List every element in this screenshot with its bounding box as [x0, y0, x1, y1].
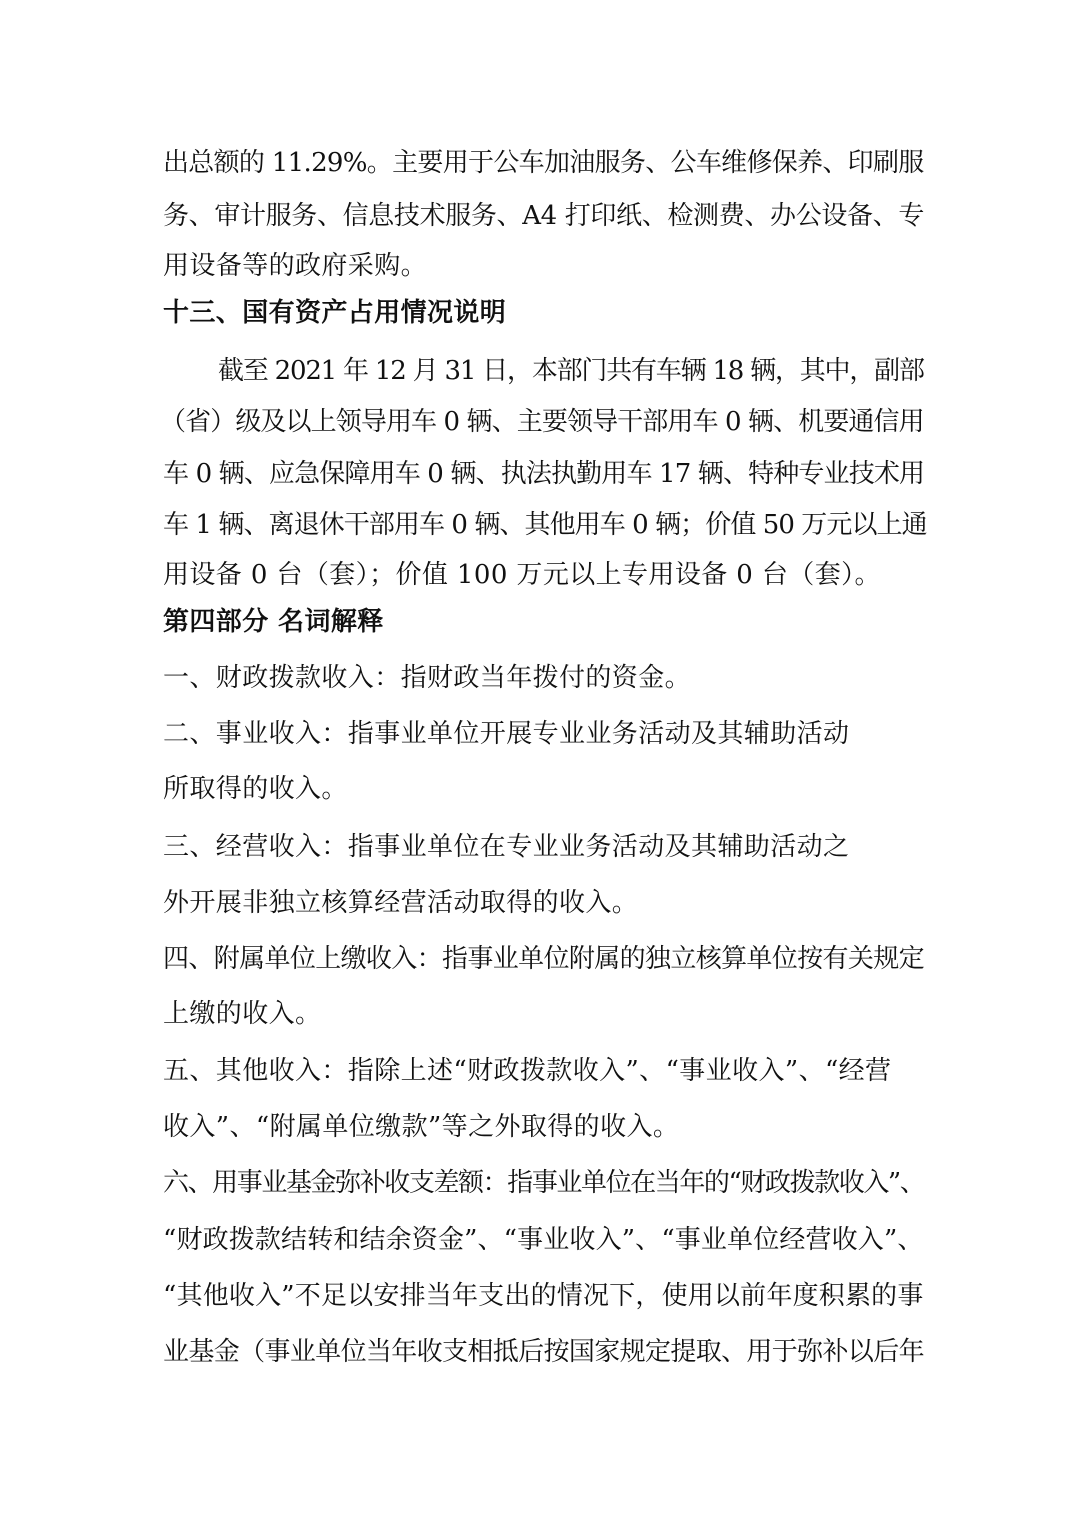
- definition-line: 三、经营收入：指事业单位在专业业务活动及其辅助活动之: [163, 832, 850, 862]
- part-heading: 第四部分 名词解释: [163, 607, 384, 637]
- paragraph-line: （省）级及以上领导用车 0 辆、主要领导干部用车 0 辆、机要通信用: [160, 407, 924, 437]
- paragraph-line: 用设备等的政府采购。: [163, 251, 428, 281]
- definition-line: “其他收入”不足以安排当年支出的情况下，使用以前年度积累的事: [163, 1281, 924, 1311]
- section-heading: 十三、国有资产占用情况说明: [163, 298, 507, 328]
- definition-line: 上缴的收入。: [163, 999, 322, 1029]
- definition-line: 业基金（事业单位当年收支相抵后按国家规定提取、用于弥补以后年: [163, 1337, 925, 1367]
- definition-line: “财政拨款结转和结余资金”、“事业收入”、“事业单位经营收入”、: [163, 1225, 924, 1255]
- definition-line: 所取得的收入。: [163, 774, 348, 804]
- paragraph-line: 出总额的 11.29%。主要用于公车加油服务、公车维修保养、印刷服: [163, 148, 924, 178]
- definition-line: 五、其他收入：指除上述“财政拨款收入”、“事业收入”、“经营: [163, 1056, 892, 1086]
- paragraph-line: 车 1 辆、离退休干部用车 0 辆、其他用车 0 辆；价值 50 万元以上通: [163, 510, 927, 540]
- paragraph-line: 截至 2021 年 12 月 31 日，本部门共有车辆 18 辆，其中，副部: [218, 356, 924, 386]
- paragraph-line: 用设备 0 台（套）；价值 100 万元以上专用设备 0 台（套）。: [163, 560, 881, 590]
- definition-line: 二、事业收入：指事业单位开展专业业务活动及其辅助活动: [163, 719, 850, 749]
- definition-line: 一、财政拨款收入：指财政当年拨付的资金。: [163, 663, 692, 693]
- paragraph-line: 车 0 辆、应急保障用车 0 辆、执法执勤用车 17 辆、特种专业技术用: [163, 459, 925, 489]
- definition-line: 外开展非独立核算经营活动取得的收入。: [163, 888, 639, 918]
- definition-line: 收入”、“附属单位缴款”等之外取得的收入。: [163, 1112, 680, 1142]
- paragraph-line: 务、审计服务、信息技术服务、A4 打印纸、检测费、办公设备、专: [163, 201, 924, 231]
- definition-line: 四、附属单位上缴收入：指事业单位附属的独立核算单位按有关规定: [163, 944, 925, 974]
- definition-line: 六、用事业基金弥补收支差额：指事业单位在当年的“财政拨款收入”、: [163, 1168, 925, 1198]
